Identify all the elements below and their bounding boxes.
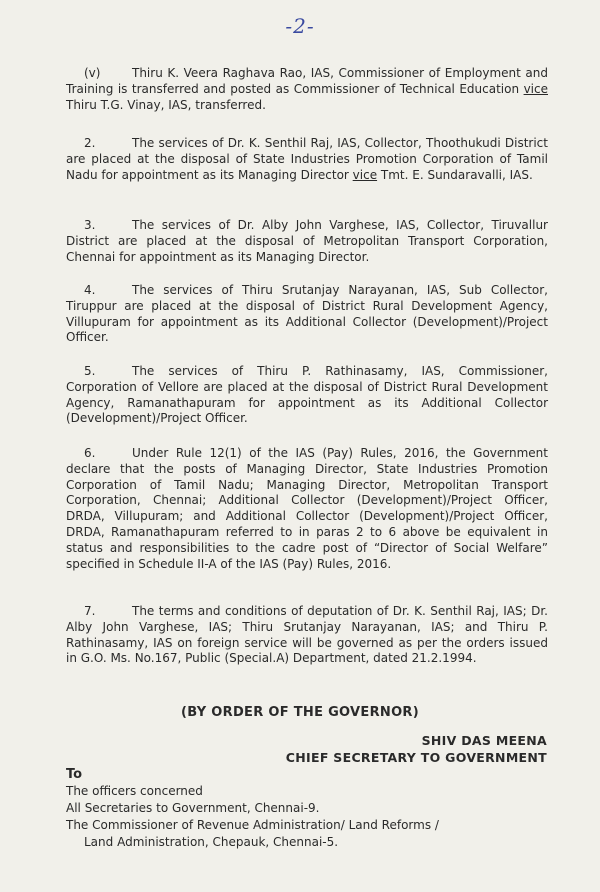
paragraph-number: 5. [84, 364, 96, 378]
paragraph-text: Thiru K. Veera Raghava Rao, IAS, Commissioner of Employment and Training is transferred and posted as Commissioner of Technical Education [66, 66, 548, 96]
paragraph-text: Tmt. E. Sundaravalli, IAS. [377, 167, 533, 182]
paragraph-text: The services of Dr. Alby John Varghese, IAS, Collector, Tiruvallur District are placed at the disposal of Metropolitan Transport Corporation, Chennai for appointment as its Managing Director. [66, 218, 548, 264]
paragraph-text: Under Rule 12(1) of the IAS (Pay) Rules, 2016, the Government declare that the posts of Managing Director, State Industries Promotion Corporation of Tamil Nadu; Managing Director, Metropolitan Transport Corporation, Chennai; Additional Collector (Development)/Project Officer, DRDA, Villupuram; and Additional Collector (Development)/Project Officer, DRDA, Ramanathapuram referred to in paras 2 to 6 above be equivalent in status and responsibilities to the cadre post of “Director of Social Welfare” specified in Schedule II-A of the IAS (Pay) Rules, 2016. [66, 446, 548, 571]
recipient-line: The Commissioner of Revenue Administration/ Land Reforms / [66, 818, 439, 832]
to-label: To [66, 767, 83, 782]
recipient-line: The officers concerned [66, 784, 203, 798]
paragraph-7 [66, 604, 548, 667]
paragraph-v [66, 66, 548, 113]
signatory-title: CHIEF SECRETARY TO GOVERNMENT [285, 750, 547, 765]
paragraph-text: The terms and conditions of deputation of Dr. K. Senthil Raj, IAS; Dr. Alby John Varghese, IAS; Thiru Srutanjay Narayanan, IAS; and Thiru P. Rathinasamy, IAS on foreign service will be governed as per the orders issued in G.O. Ms. No.167, Public (Special.A) Department, dated 21.2.1994. [66, 604, 548, 666]
page-number: -2- [285, 14, 315, 38]
paragraph-number: 6. [84, 446, 96, 460]
by-order-heading: (BY ORDER OF THE GOVERNOR) [181, 705, 419, 720]
paragraph-text: The services of Thiru P. Rathinasamy, IAS, Commissioner, Corporation of Vellore are placed at the disposal of District Rural Development Agency, Ramanathapuram for appointment as its Additional Collector (Development)/Project Officer. [66, 364, 548, 426]
paragraph-number: 4. [84, 283, 96, 297]
paragraph-number: 3. [84, 218, 96, 232]
paragraph-6 [66, 446, 548, 572]
paragraph-text: Thiru T.G. Vinay, IAS, transferred. [66, 97, 266, 112]
paragraph-number: 7. [84, 604, 96, 618]
paragraph-4 [66, 283, 548, 346]
recipient-line: All Secretaries to Government, Chennai-9. [66, 801, 320, 815]
vice-word: vice [523, 81, 548, 96]
signatory-name: SHIV DAS MEENA [421, 733, 547, 748]
paragraph-2 [66, 136, 548, 183]
paragraph-number: 2. [84, 136, 96, 150]
paragraph-text: The services of Dr. K. Senthil Raj, IAS, Collector, Thoothukudi District are placed at the disposal of State Industries Promotion Corporation of Tamil Nadu for appointment as its Managing Director [66, 136, 548, 182]
paragraph-text: The services of Thiru Srutanjay Narayanan, IAS, Sub Collector, Tiruppur are placed at the disposal of District Rural Development Agency, Villupuram for appointment as its Additional Collector (Development)/Project Officer. [66, 283, 548, 345]
vice-word: vice [352, 167, 378, 182]
paragraph-5 [66, 364, 548, 427]
paragraph-3 [66, 218, 548, 265]
recipient-line: Land Administration, Chepauk, Chennai-5. [84, 835, 339, 849]
paragraph-number: (v) [84, 66, 101, 80]
